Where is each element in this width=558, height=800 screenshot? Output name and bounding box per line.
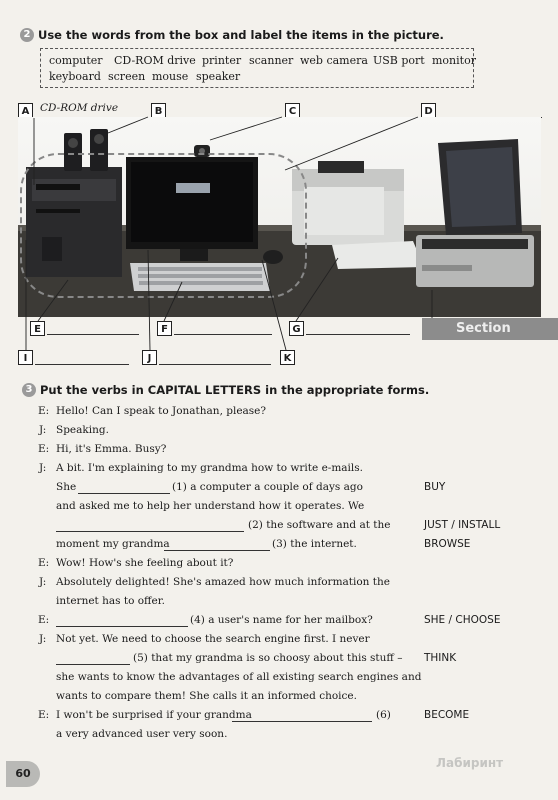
gap-6 bbox=[232, 721, 372, 722]
answer-line-f bbox=[174, 334, 272, 335]
dialogue-line-2: Speaking. bbox=[56, 424, 109, 436]
gap-3 bbox=[164, 550, 270, 551]
word-usbport: USB port bbox=[373, 54, 425, 67]
label-e: E bbox=[30, 321, 45, 336]
speaker-8: J: bbox=[39, 633, 47, 645]
label-c: C bbox=[285, 103, 300, 118]
word-webcamera: web camera bbox=[300, 54, 368, 67]
verb-2: JUST / INSTALL bbox=[424, 519, 501, 531]
speaker-4: J: bbox=[39, 462, 47, 474]
speaker-3: E: bbox=[38, 443, 50, 455]
exercise-2-instruction: Use the words from the box and label the items in the picture. bbox=[38, 28, 444, 42]
verb-4: SHE / CHOOSE bbox=[424, 614, 501, 626]
label-a: A bbox=[18, 103, 33, 118]
dialogue-line-1: Hello! Can I speak to Jonathan, please? bbox=[56, 405, 267, 417]
dialogue-line-4: A bit. I'm explaining to my grandma how to write e-mails. bbox=[56, 462, 363, 474]
page-number: 60 bbox=[6, 761, 40, 787]
verb-5: THINK bbox=[424, 652, 457, 664]
dialogue-line-10: Absolutely delighted! She's amazed how much information the bbox=[56, 576, 390, 588]
dialogue-line-17b: (6) bbox=[376, 709, 391, 721]
equipment-photo bbox=[18, 117, 541, 317]
word-screen: screen bbox=[108, 70, 146, 83]
exercise-3-instruction: Put the verbs in CAPITAL LETTERS in the appropriate forms. bbox=[40, 383, 430, 397]
dialogue-line-5b: (1) a computer a couple of days ago bbox=[172, 481, 363, 493]
dialogue-line-18: a very advanced user very soon. bbox=[56, 728, 228, 740]
word-computer: computer bbox=[49, 54, 103, 67]
speaker-1: E: bbox=[38, 405, 50, 417]
label-f: F bbox=[157, 321, 172, 336]
word-box bbox=[40, 48, 474, 88]
exercise-3-number: 3 bbox=[22, 383, 36, 397]
word-cdrom: CD-ROM drive bbox=[114, 54, 196, 67]
speaker-6: J: bbox=[39, 576, 47, 588]
dialogue-line-15: she wants to know the advantages of all existing search engines and bbox=[56, 671, 422, 683]
answer-a: CD-ROM drive bbox=[40, 102, 119, 114]
gap-2 bbox=[56, 531, 244, 532]
speaker-7: E: bbox=[38, 614, 50, 626]
watermark-text: Лабиринт bbox=[436, 756, 504, 770]
label-d: D bbox=[421, 103, 436, 118]
verb-3: BROWSE bbox=[424, 538, 471, 550]
speaker-9: E: bbox=[38, 709, 50, 721]
dialogue-line-3: Hi, it's Emma. Busy? bbox=[56, 443, 167, 455]
label-b: B bbox=[151, 103, 166, 118]
dialogue-line-6: and asked me to help her understand how it operates. We bbox=[56, 500, 365, 512]
dialogue-line-11: internet has to offer. bbox=[56, 595, 165, 607]
label-g: G bbox=[289, 321, 304, 336]
verb-6: BECOME bbox=[424, 709, 470, 721]
dialogue-line-8a: moment my grandma bbox=[56, 538, 170, 550]
dialogue-line-12: (4) a user's name for her mailbox? bbox=[190, 614, 373, 626]
word-scanner: scanner bbox=[249, 54, 294, 67]
speaker-2: J: bbox=[39, 424, 47, 436]
exercise-2-number: 2 bbox=[20, 28, 34, 42]
dialogue-line-14: (5) that my grandma is so choosy about this stuff – bbox=[133, 652, 403, 664]
section-tab: Section bbox=[422, 318, 558, 340]
dialogue-line-13: Not yet. We need to choose the search engine first. I never bbox=[56, 633, 370, 645]
dialogue-line-5a: She bbox=[56, 481, 77, 493]
word-printer: printer bbox=[202, 54, 242, 67]
dialogue-line-7: (2) the software and at the bbox=[248, 519, 391, 531]
label-j: J bbox=[142, 350, 157, 365]
dialogue-line-16: wants to compare them! She calls it an informed choice. bbox=[56, 690, 357, 702]
gap-4 bbox=[56, 626, 188, 627]
answer-line-j bbox=[159, 364, 271, 365]
gap-1 bbox=[78, 493, 170, 494]
computer-grouping-outline bbox=[20, 153, 307, 298]
label-k: K bbox=[280, 350, 295, 365]
word-monitor: monitor bbox=[432, 54, 476, 67]
verb-1: BUY bbox=[424, 481, 446, 493]
speaker-5: E: bbox=[38, 557, 50, 569]
dialogue-line-17a: I won't be surprised if your grandma bbox=[56, 709, 252, 721]
dialogue-line-8b: (3) the internet. bbox=[272, 538, 357, 550]
answer-line-g bbox=[306, 334, 410, 335]
word-speaker: speaker bbox=[196, 70, 241, 83]
word-mouse: mouse bbox=[152, 70, 189, 83]
gap-5 bbox=[56, 664, 130, 665]
dialogue-line-9: Wow! How's she feeling about it? bbox=[56, 557, 234, 569]
label-i: I bbox=[18, 350, 33, 365]
answer-line-e bbox=[47, 334, 139, 335]
answer-line-i bbox=[35, 364, 129, 365]
word-keyboard: keyboard bbox=[49, 70, 101, 83]
